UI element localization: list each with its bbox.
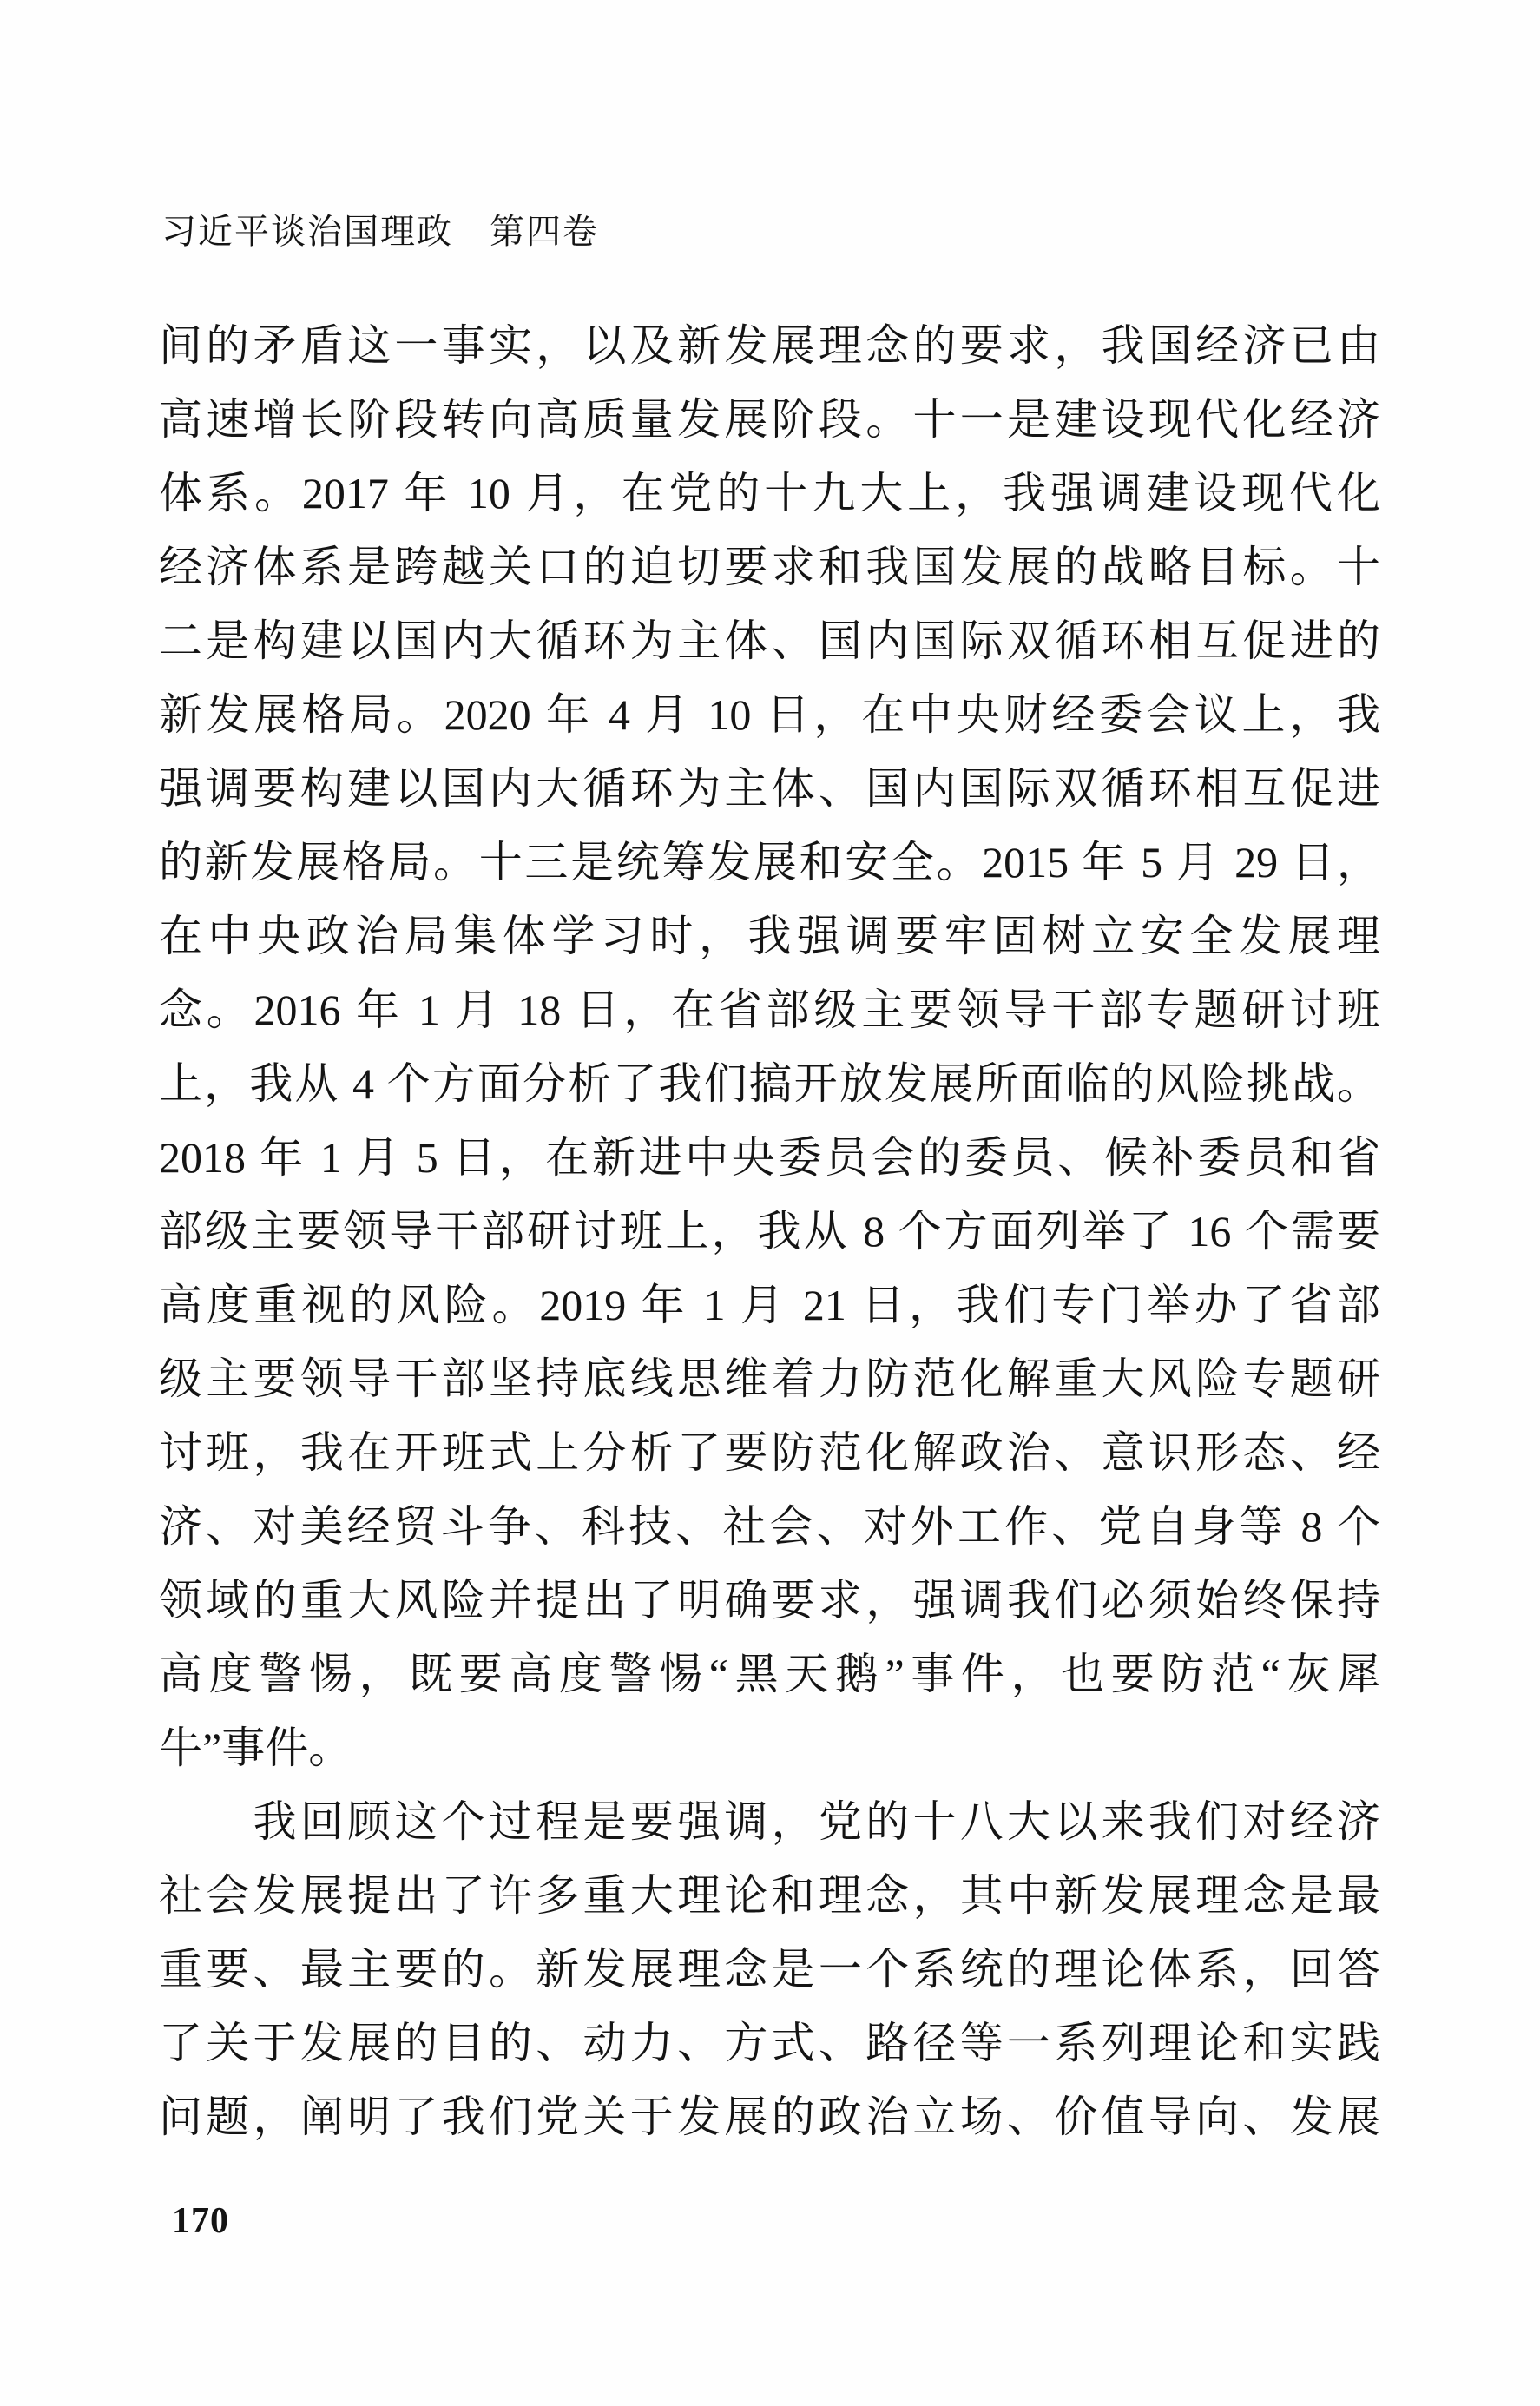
body-line: 问题，阐明了我们党关于发展的政治立场、价值导向、发展	[159, 2093, 1380, 2141]
body-line: 强调要构建以国内大循环为主体、国内国际双循环相互促进	[159, 764, 1380, 813]
body-line: 高度重视的风险。2019 年 1 月 21 日，我们专门举办了省部	[159, 1281, 1380, 1329]
body-line: 新发展格局。2020 年 4 月 10 日，在中央财经委会议上，我	[159, 690, 1380, 739]
body-line: 在中央政治局集体学习时，我强调要牢固树立安全发展理	[159, 912, 1380, 960]
body-line: 讨班，我在开班式上分析了要防范化解政治、意识形态、经	[159, 1428, 1380, 1477]
page-number: 170	[172, 2201, 229, 2241]
body-line: 念。2016 年 1 月 18 日，在省部级主要领导干部专题研讨班	[159, 985, 1380, 1034]
body-line: 的新发展格局。十三是统筹发展和安全。2015 年 5 月 29 日，	[159, 838, 1380, 887]
body-line: 济、对美经贸斗争、科技、社会、对外工作、党自身等 8 个	[159, 1502, 1380, 1551]
running-header: 习近平谈治国理政 第四卷	[161, 212, 599, 251]
body-line: 级主要领导干部坚持底线思维着力防范化解重大风险专题研	[159, 1355, 1380, 1403]
body-text	[159, 309, 1380, 2154]
body-line: 上，我从 4 个方面分析了我们搞开放发展所面临的风险挑战。	[159, 1059, 1380, 1108]
body-line: 2018 年 1 月 5 日，在新进中央委员会的委员、候补委员和省	[159, 1133, 1380, 1182]
body-line: 部级主要领导干部研讨班上，我从 8 个方面列举了 16 个需要	[159, 1207, 1380, 1256]
body-line: 我回顾这个过程是要强调，党的十八大以来我们对经济	[159, 1797, 1380, 1846]
body-line: 重要、最主要的。新发展理念是一个系统的理论体系，回答	[159, 1945, 1380, 1994]
body-line: 经济体系是跨越关口的迫切要求和我国发展的战略目标。十	[159, 543, 1380, 591]
body-line: 了关于发展的目的、动力、方式、路径等一系列理论和实践	[159, 2019, 1380, 2067]
body-line: 领域的重大风险并提出了明确要求，强调我们必须始终保持	[159, 1576, 1380, 1625]
body-line: 二是构建以国内大循环为主体、国内国际双循环相互促进的	[159, 616, 1380, 665]
body-line: 高度警惕，既要高度警惕“黑天鹅”事件，也要防范“灰犀	[159, 1650, 1380, 1698]
body-line: 牛”事件。	[159, 1724, 352, 1772]
body-line: 体系。2017 年 10 月，在党的十九大上，我强调建设现代化	[159, 469, 1380, 517]
body-line: 间的矛盾这一事实，以及新发展理念的要求，我国经济已由	[159, 321, 1380, 370]
body-line: 高速增长阶段转向高质量发展阶段。十一是建设现代化经济	[159, 395, 1380, 444]
body-line: 社会发展提出了许多重大理论和理念，其中新发展理念是最	[159, 1871, 1380, 1920]
